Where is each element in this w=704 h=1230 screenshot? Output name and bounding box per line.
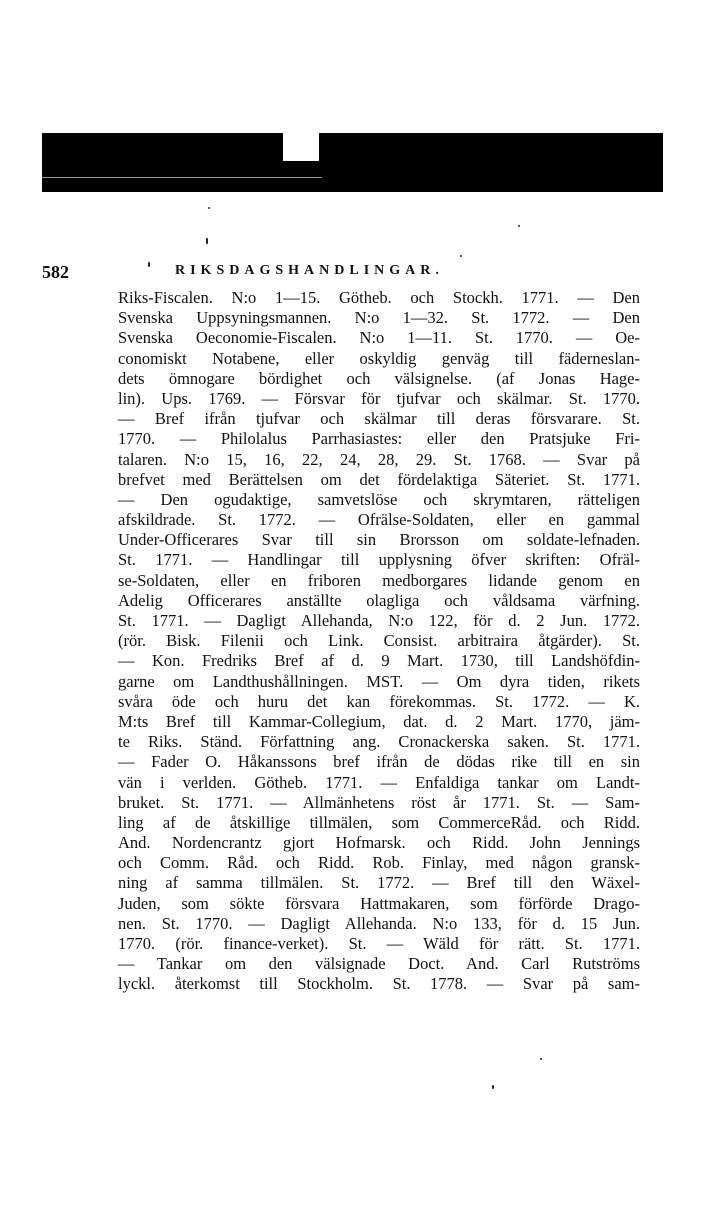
text-line: — Fader O. Håkanssons bref ifrån de dödas rike till en sin: [118, 752, 640, 772]
text-line: te Riks. Ständ. Författning ang. Cronackerska saken. St. 1771.: [118, 732, 640, 752]
text-line: conomiskt Notabene, eller oskyldig genväg till fäderneslan-: [118, 348, 640, 368]
text-line: brefvet med Berättelsen om det fördelaktiga Säteriet. St. 1771.: [118, 469, 640, 489]
text-line: vän i verlden. Götheb. 1771. — Enfaldiga tankar om Landt-: [118, 772, 640, 792]
text-line: And. Nordencrantz gjort Hofmarsk. och Ridd. John Jennings: [118, 833, 640, 853]
text-line: — Tankar om den välsignade Doct. And. Carl Rutströms: [118, 954, 640, 974]
text-line: lyckl. återkomst till Stockholm. St. 1778. — Svar på sam-: [118, 974, 640, 994]
text-line: Svenska Uppsyningsmannen. N:o 1—32. St. 1772. — Den: [118, 308, 640, 328]
text-line: och Comm. Råd. och Ridd. Rob. Finlay, med någon gransk-: [118, 853, 640, 873]
text-line: afskildrade. St. 1772. — Ofrälse-Soldaten, eller en gammal: [118, 510, 640, 530]
text-line: ling af de åtskillige tillmälen, som CommerceRåd. och Ridd.: [118, 812, 640, 832]
text-line: — Kon. Fredriks Bref af d. 9 Mart. 1730, till Landshöfdin-: [118, 651, 640, 671]
text-line: se-Soldaten, eller en friboren medborgares lidande genom en: [118, 570, 640, 590]
scan-speck: [208, 207, 210, 209]
scan-notch: [283, 133, 319, 161]
scan-speck: [518, 225, 520, 227]
text-line: garne om Landthushållningen. MST. — Om dyra tiden, rikets: [118, 671, 640, 691]
scan-speck: [206, 238, 208, 244]
text-line: dets ömnogare bördighet och välsignelse. (af Jonas Hage-: [118, 368, 640, 388]
text-line: St. 1771. — Dagligt Allehanda, N:o 122, för d. 2 Jun. 1772.: [118, 611, 640, 630]
scan-speck: [460, 255, 462, 257]
text-line: (rör. Bisk. Filenii och Link. Consist. arbitraira åtgärder). St.: [118, 631, 640, 651]
text-line: Adelig Officerares anställte olagliga och våldsama värfning.: [118, 590, 640, 610]
text-line: St. 1771. — Handlingar till upplysning öfver skriften: Ofräl-: [118, 550, 640, 570]
text-line: Juden, som sökte försvara Hattmakaren, som förförde Drago-: [118, 893, 640, 913]
text-line: Under-Officerares Svar till sin Brorsson om soldate-lefnaden.: [118, 530, 640, 550]
scan-black-bar: [42, 133, 663, 192]
text-line: bruket. St. 1771. — Allmänhetens röst år 1771. St. — Sam-: [118, 792, 640, 812]
text-line: svåra öde och huru det kan förekommas. St. 1772. — K.: [118, 691, 640, 711]
scan-streak: [42, 177, 322, 178]
text-line: Riks-Fiscalen. N:o 1—15. Götheb. och Stockh. 1771. — Den: [118, 288, 640, 307]
text-line: talaren. N:o 15, 16, 22, 24, 28, 29. St. 1768. — Svar på: [118, 449, 640, 469]
scan-speck: [148, 262, 150, 267]
scan-speck: [540, 1058, 542, 1060]
scan-speck: [492, 1085, 494, 1089]
running-title: RIKSDAGSHANDLINGAR.: [175, 263, 444, 278]
text-line: lin). Ups. 1769. — Försvar för tjufvar och skälmar. St. 1770.: [118, 388, 640, 408]
text-line: 1770. (rör. finance-verket). St. — Wäld för rätt. St. 1771.: [118, 934, 640, 953]
body-text: [118, 288, 640, 995]
text-line: nen. St. 1770. — Dagligt Allehanda. N:o 133, för d. 15 Jun.: [118, 913, 640, 933]
text-line: ning af samma tillmälen. St. 1772. — Bref till den Wäxel-: [118, 873, 640, 893]
text-line: Svenska Oeconomie-Fiscalen. N:o 1—11. St. 1770. — Oe-: [118, 328, 640, 348]
text-line: 1770. — Philolalus Parrhasiastes: eller den Pratsjuke Fri-: [118, 429, 640, 449]
page-number: 582: [42, 262, 69, 282]
text-line: — Bref ifrån tjufvar och skälmar till deras försvarare. St.: [118, 409, 640, 429]
text-line: M:ts Bref till Kammar-Collegium, dat. d. 2 Mart. 1770, jäm-: [118, 711, 640, 731]
text-line: — Den ogudaktige, samvetslöse och skrymtaren, rätteligen: [118, 489, 640, 509]
